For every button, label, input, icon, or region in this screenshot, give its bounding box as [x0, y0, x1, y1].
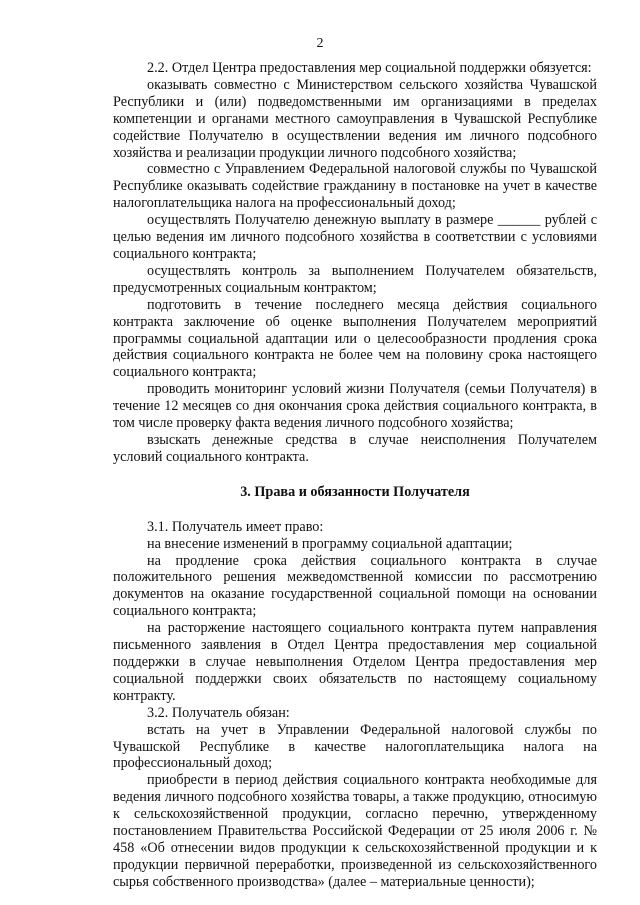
paragraph: на внесение изменений в программу социальной адаптации; — [147, 535, 513, 552]
page-number: 2 — [316, 36, 324, 51]
paragraph: приобрести в период действия социального контракта необходимые для ведения личного подсобного хозяйства товары, а также продукцию, относимую к сельскохозяйственной продукции, согласно перечню, утвержденному постановлением Правительства Российской Федерации от 25 июля 2006 г. № 458 «Об отнесении видов продукции к сельскохозяйственной продукции и к продукции первичной переработки, произведенной из сельскохозяйственного сырья собственного производства» (далее – материальные ценности); — [113, 772, 597, 890]
paragraph: оказывать совместно с Министерством сельского хозяйства Чувашской Республики и (или) подведомственными им организациями в пределах компетенции и органами местного самоуправления в Чувашской Республике содействие Получателю в осуществлении ведения им личного подсобного хозяйства и реализации продукции личного подсобного хозяйства; — [113, 76, 597, 161]
document-body — [113, 60, 597, 891]
duties-intro: 3.2. Получатель обязан: — [147, 704, 290, 721]
paragraph: подготовить в течение последнего месяца действия социального контракта заключение об оценке выполнения Получателем мероприятий программы социальной адаптации или о целесообразности продления срока действия социального контракта не более чем на половину срока настоящего социального контракта; — [113, 296, 597, 381]
paragraph: на расторжение настоящего социального контракта путем направления письменного заявления в Отдел Центра предоставления мер социальной поддержки в случае невыполнения Отделом Центра предоставления мер социальной поддержки своих обязательств по настоящему социальному контракту. — [113, 620, 597, 704]
paragraph: на продление срока действия социального контракта в случае положительного решения межведомственной комиссии по рассмотрению документов на оказание государственной социальной помощи на основании социального контракта; — [113, 552, 597, 620]
paragraph: осуществлять Получателю денежную выплату в размере ______ рублей с целью ведения им личного подсобного хозяйства в соответствии с условиями социального контракта; — [113, 212, 597, 262]
section-3-heading: 3. Права и обязанности Получателя — [240, 483, 470, 500]
rights-intro: 3.1. Получатель имеет право: — [147, 518, 324, 535]
section-2-2-intro: 2.2. Отдел Центра предоставления мер социальной поддержки обязуется: — [147, 60, 592, 76]
paragraph: проводить мониторинг условий жизни Получателя (семьи Получателя) в течение 12 месяцев со дня окончания срока действия социального контракта, в том числе проверку факта ведения личного подсобного хозяйства; — [113, 381, 597, 432]
paragraph: осуществлять контроль за выполнением Получателем обязательств, предусмотренных социальным контрактом; — [113, 262, 597, 296]
paragraph: встать на учет в Управлении Федеральной налоговой службы по Чувашской Республике в качестве налогоплательщика налога на профессиональный доход; — [113, 721, 597, 772]
paragraph: совместно с Управлением Федеральной налоговой службы по Чувашской Республике оказывать содействие гражданину в постановке на учет в качестве налогоплательщика налога на профессиональный доход; — [113, 161, 597, 212]
paragraph: взыскать денежные средства в случае неисполнения Получателем условий социального контракта. — [113, 431, 597, 465]
